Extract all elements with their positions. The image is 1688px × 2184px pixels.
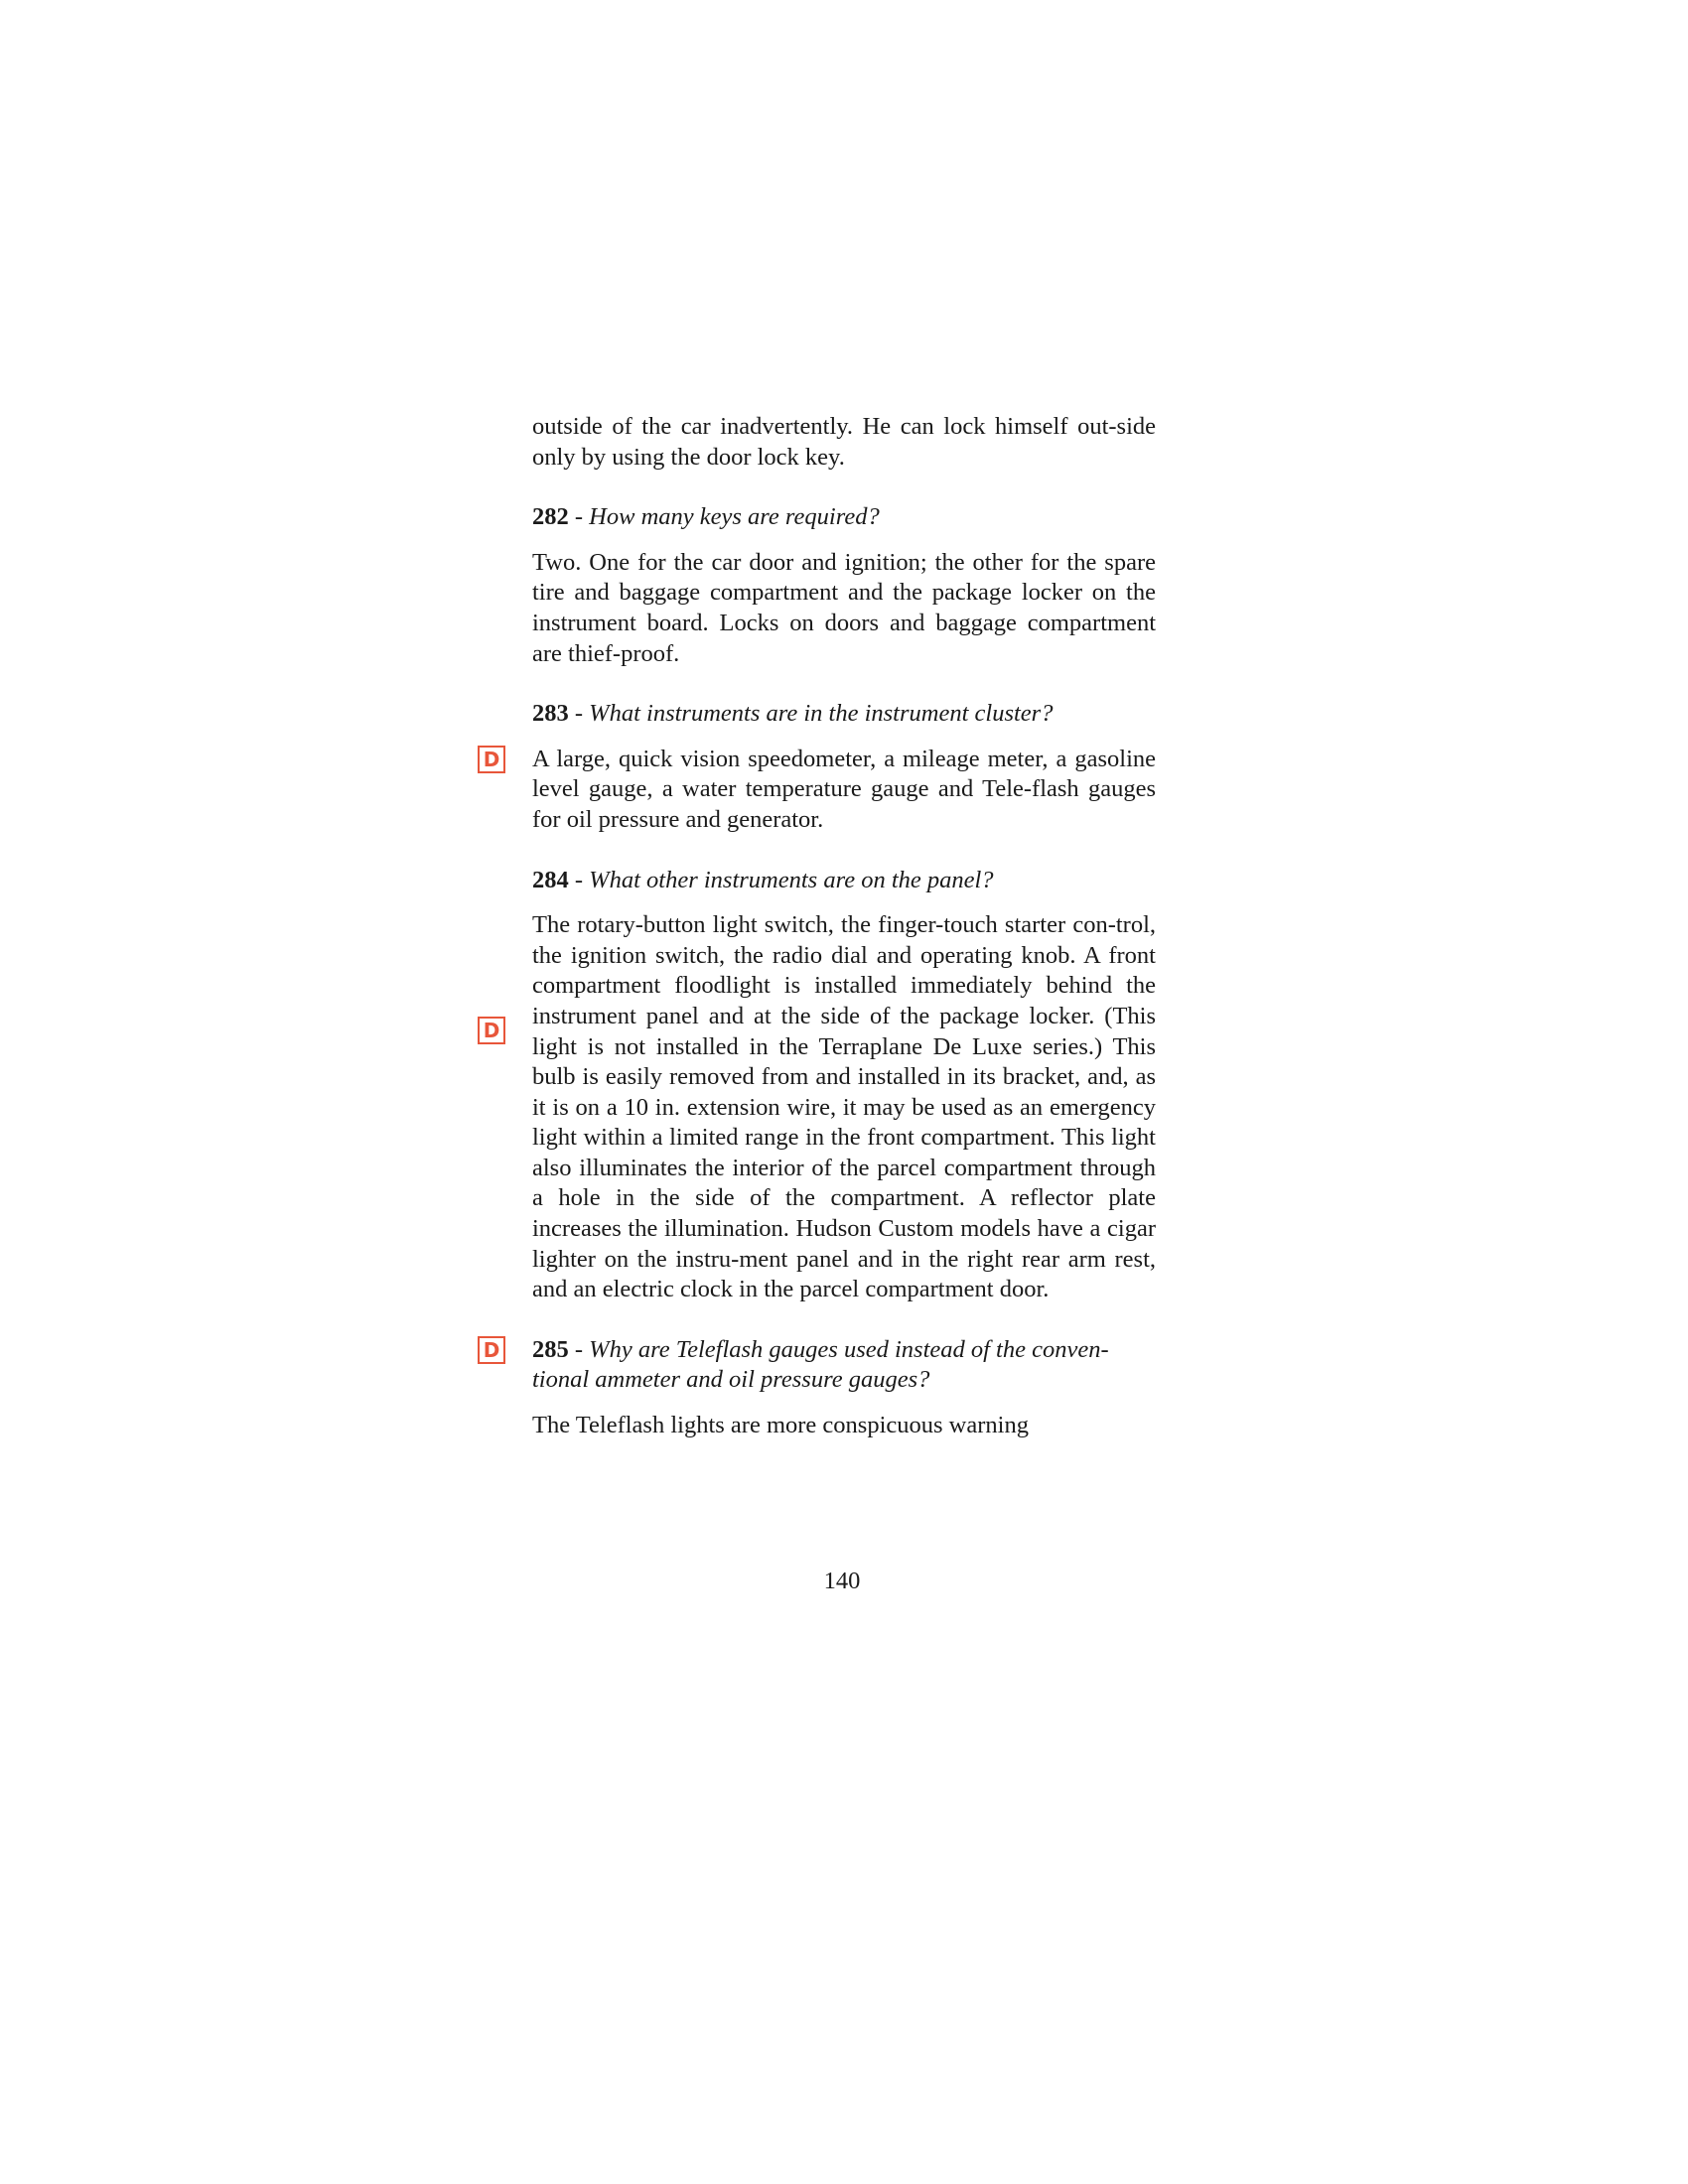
svg-text:D: D <box>483 747 500 771</box>
question-number: 284 <box>532 866 569 893</box>
question-heading <box>532 866 1156 896</box>
question-number: 283 <box>532 700 569 728</box>
svg-text:D: D <box>483 1337 500 1362</box>
question-separator: - <box>568 700 590 728</box>
qa-block-284 <box>483 866 1156 1305</box>
answer-paragraph: A large, quick vision speedometer, a mileage meter, a gasoline level gauge, a water temperature gauge and Tele-flash gauges for oil pressure and generator. <box>532 745 1156 833</box>
answer-paragraph: The rotary-button light switch, the finger-touch starter con-trol, the ignition switch, the radio dial and operating knob. A front compartment floodlight is installed immediately behind the instrument panel and at the side of the package locker. (This light is not installed in the Terraplane De Luxe series.) This bulb is easily removed from and installed in its bracket, and, as it is on a 10 in. extension wire, it may be used as an emergency light within a limited range in the front compartment. This light also illuminates the interior of the parcel compartment through a hole in the side of the compartment. A reflector plate increases the illumination. Hudson Custom models have a cigar lighter on the instru-ment panel and in the right rear arm rest, and an electric clock in the parcel compartment door. <box>532 911 1156 1303</box>
qa-block-285 <box>483 1335 1156 1441</box>
question-separator: - <box>568 503 590 531</box>
intro-paragraph: outside of the car inadvertently. He can lock himself out-side only by using the door lock key. <box>532 413 1156 471</box>
question-heading <box>532 699 1156 730</box>
answer-paragraph: Two. One for the car door and ignition; the other for the spare tire and baggage compartment and the package locker on the instrument board. Locks on doors and baggage compartment are thief-proof. <box>532 548 1156 667</box>
question-separator: - <box>568 866 590 893</box>
page-text-column <box>483 412 1156 1441</box>
qa-block-283 <box>483 699 1156 835</box>
question-heading <box>532 502 1156 533</box>
page-number-text: 140 <box>823 1568 861 1594</box>
question-text: What instruments are in the instrument cluster? <box>589 700 1054 728</box>
d-bookmark-icon[interactable] <box>477 745 506 774</box>
question-heading <box>532 1335 1156 1396</box>
question-separator: - <box>568 1335 590 1363</box>
d-bookmark-icon[interactable] <box>477 1335 506 1365</box>
qa-block-282 <box>532 502 1156 669</box>
question-text: How many keys are required? <box>589 503 880 531</box>
question-text: What other instruments are on the panel? <box>589 866 994 893</box>
question-number: 282 <box>532 503 569 531</box>
answer-paragraph: The Teleflash lights are more conspicuous warning <box>532 1412 1029 1439</box>
question-number: 285 <box>532 1335 569 1363</box>
d-bookmark-icon[interactable] <box>477 1016 506 1045</box>
question-text: Why are Teleflash gauges used instead of the conven-tional ammeter and oil pressure gauges? <box>532 1335 1109 1394</box>
page-number <box>0 1567 1688 1596</box>
svg-text:D: D <box>483 1019 500 1043</box>
